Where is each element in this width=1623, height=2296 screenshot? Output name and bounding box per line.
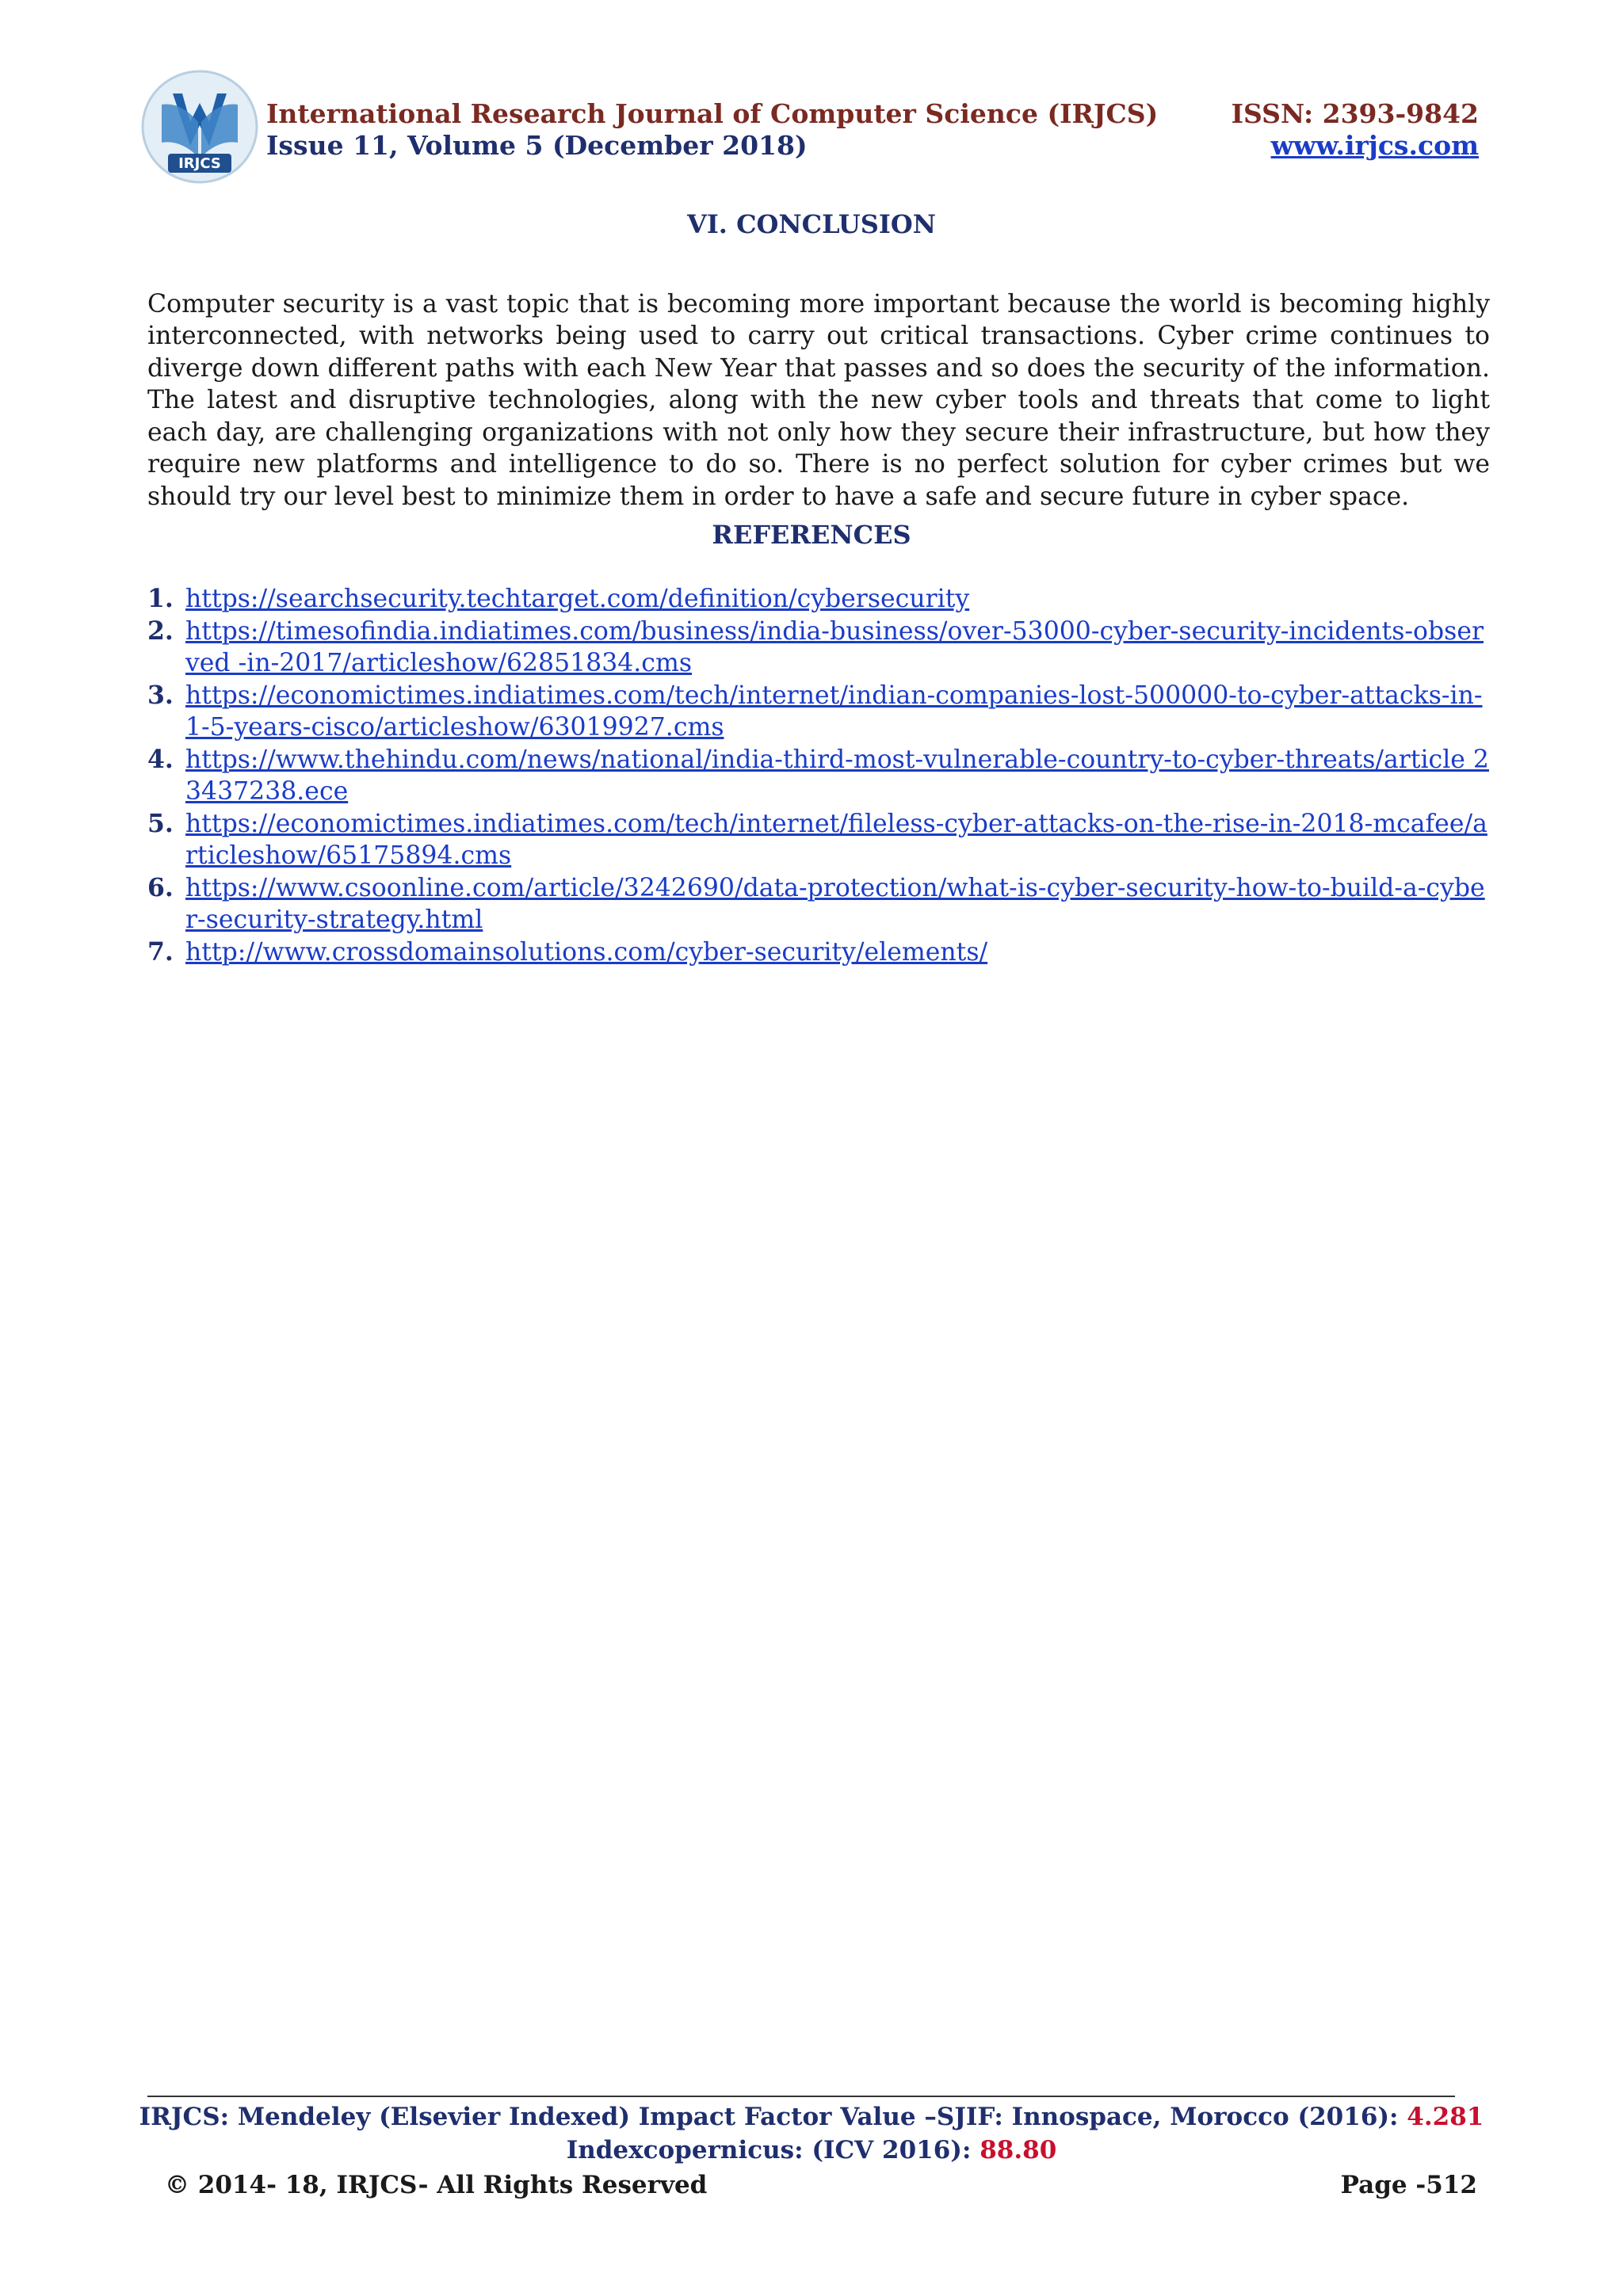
reference-link[interactable]: https://www.csoonline.com/article/3242690/data-protection/what-is-cyber-security-how-to-build-a-cyber-security-strategy.html	[185, 873, 1485, 934]
conclusion-paragraph: Computer security is a vast topic that is becoming more important because the world is becoming highly interconnected, with networks being used to carry out critical transactions. Cyber crime continues to diverge down different paths with each New Year that passes and so does the security of the information. The latest and disruptive technologies, along with the new cyber tools and threats that come to light each day, are challenging organizations with not only how they secure their infrastructure, but how they require new platforms and intelligence to do so. There is no perfect solution for cyber crimes but we should try our level best to minimize them in order to have a safe and secure future in cyber space.	[147, 289, 1490, 511]
reference-number: 2.	[147, 616, 174, 646]
reference-number: 5.	[147, 808, 174, 838]
reference-link[interactable]: https://www.thehindu.com/news/national/india-third-most-vulnerable-country-to-cyber-threats/article 23437238.ece	[185, 745, 1489, 806]
reference-item	[147, 936, 1490, 969]
footer-impact-factor	[0, 2103, 1623, 2131]
journal-issue: Issue 11, Volume 5 (December 2018)	[266, 130, 808, 161]
journal-title: International Research Journal of Computer Science (IRJCS)	[266, 98, 1159, 129]
reference-link[interactable]: https://timesofindia.indiatimes.com/business/india-business/over-53000-cyber-security-incidents-observed -in-2017/articleshow/62851834.cms	[185, 616, 1484, 677]
footer-icv	[0, 2136, 1623, 2164]
reference-link[interactable]: http://www.crossdomainsolutions.com/cyber-security/elements/	[185, 937, 988, 967]
reference-number: 1.	[147, 584, 174, 613]
reference-item	[147, 744, 1490, 808]
references-heading: REFERENCES	[712, 520, 911, 550]
footer-copyright: © 2014- 18, IRJCS- All Rights Reserved	[165, 2171, 708, 2199]
reference-item	[147, 680, 1490, 744]
journal-issn: ISSN: 2393-9842	[1231, 98, 1479, 129]
reference-number: 6.	[147, 872, 174, 902]
reference-item	[147, 808, 1490, 872]
reference-item	[147, 872, 1490, 936]
journal-website-link[interactable]: www.irjcs.com	[1270, 130, 1479, 161]
page-number: Page -512	[1340, 2171, 1477, 2199]
icv-label: Indexcopernicus: (ICV 2016):	[566, 2136, 980, 2164]
reference-number: 7.	[147, 936, 174, 967]
footer-divider	[147, 2096, 1455, 2097]
impact-factor-value: 4.281	[1407, 2103, 1484, 2131]
reference-number: 3.	[147, 680, 174, 710]
reference-link[interactable]: https://searchsecurity.techtarget.com/definition/cybersecurity	[185, 585, 970, 613]
conclusion-heading: VI. CONCLUSION	[687, 209, 936, 239]
impact-factor-label: IRJCS: Mendeley (Elsevier Indexed) Impact Factor Value –SJIF: Innospace, Morocco (2016):	[139, 2103, 1407, 2131]
reference-item	[147, 616, 1490, 680]
reference-link[interactable]: https://economictimes.indiatimes.com/tech/internet/indian-companies-lost-500000-to-cyber-attacks-in-1-5-years-cisco/articleshow/63019927.cms	[185, 681, 1483, 742]
references-list	[147, 583, 1490, 968]
icv-value: 88.80	[980, 2136, 1057, 2164]
reference-link[interactable]: https://economictimes.indiatimes.com/tech/internet/fileless-cyber-attacks-on-the-rise-in-2018-mcafee/articleshow/65175894.cms	[185, 809, 1487, 870]
reference-item	[147, 583, 1490, 616]
svg-text:IRJCS: IRJCS	[178, 155, 221, 172]
reference-number: 4.	[147, 744, 174, 774]
irjcs-logo	[141, 70, 258, 184]
